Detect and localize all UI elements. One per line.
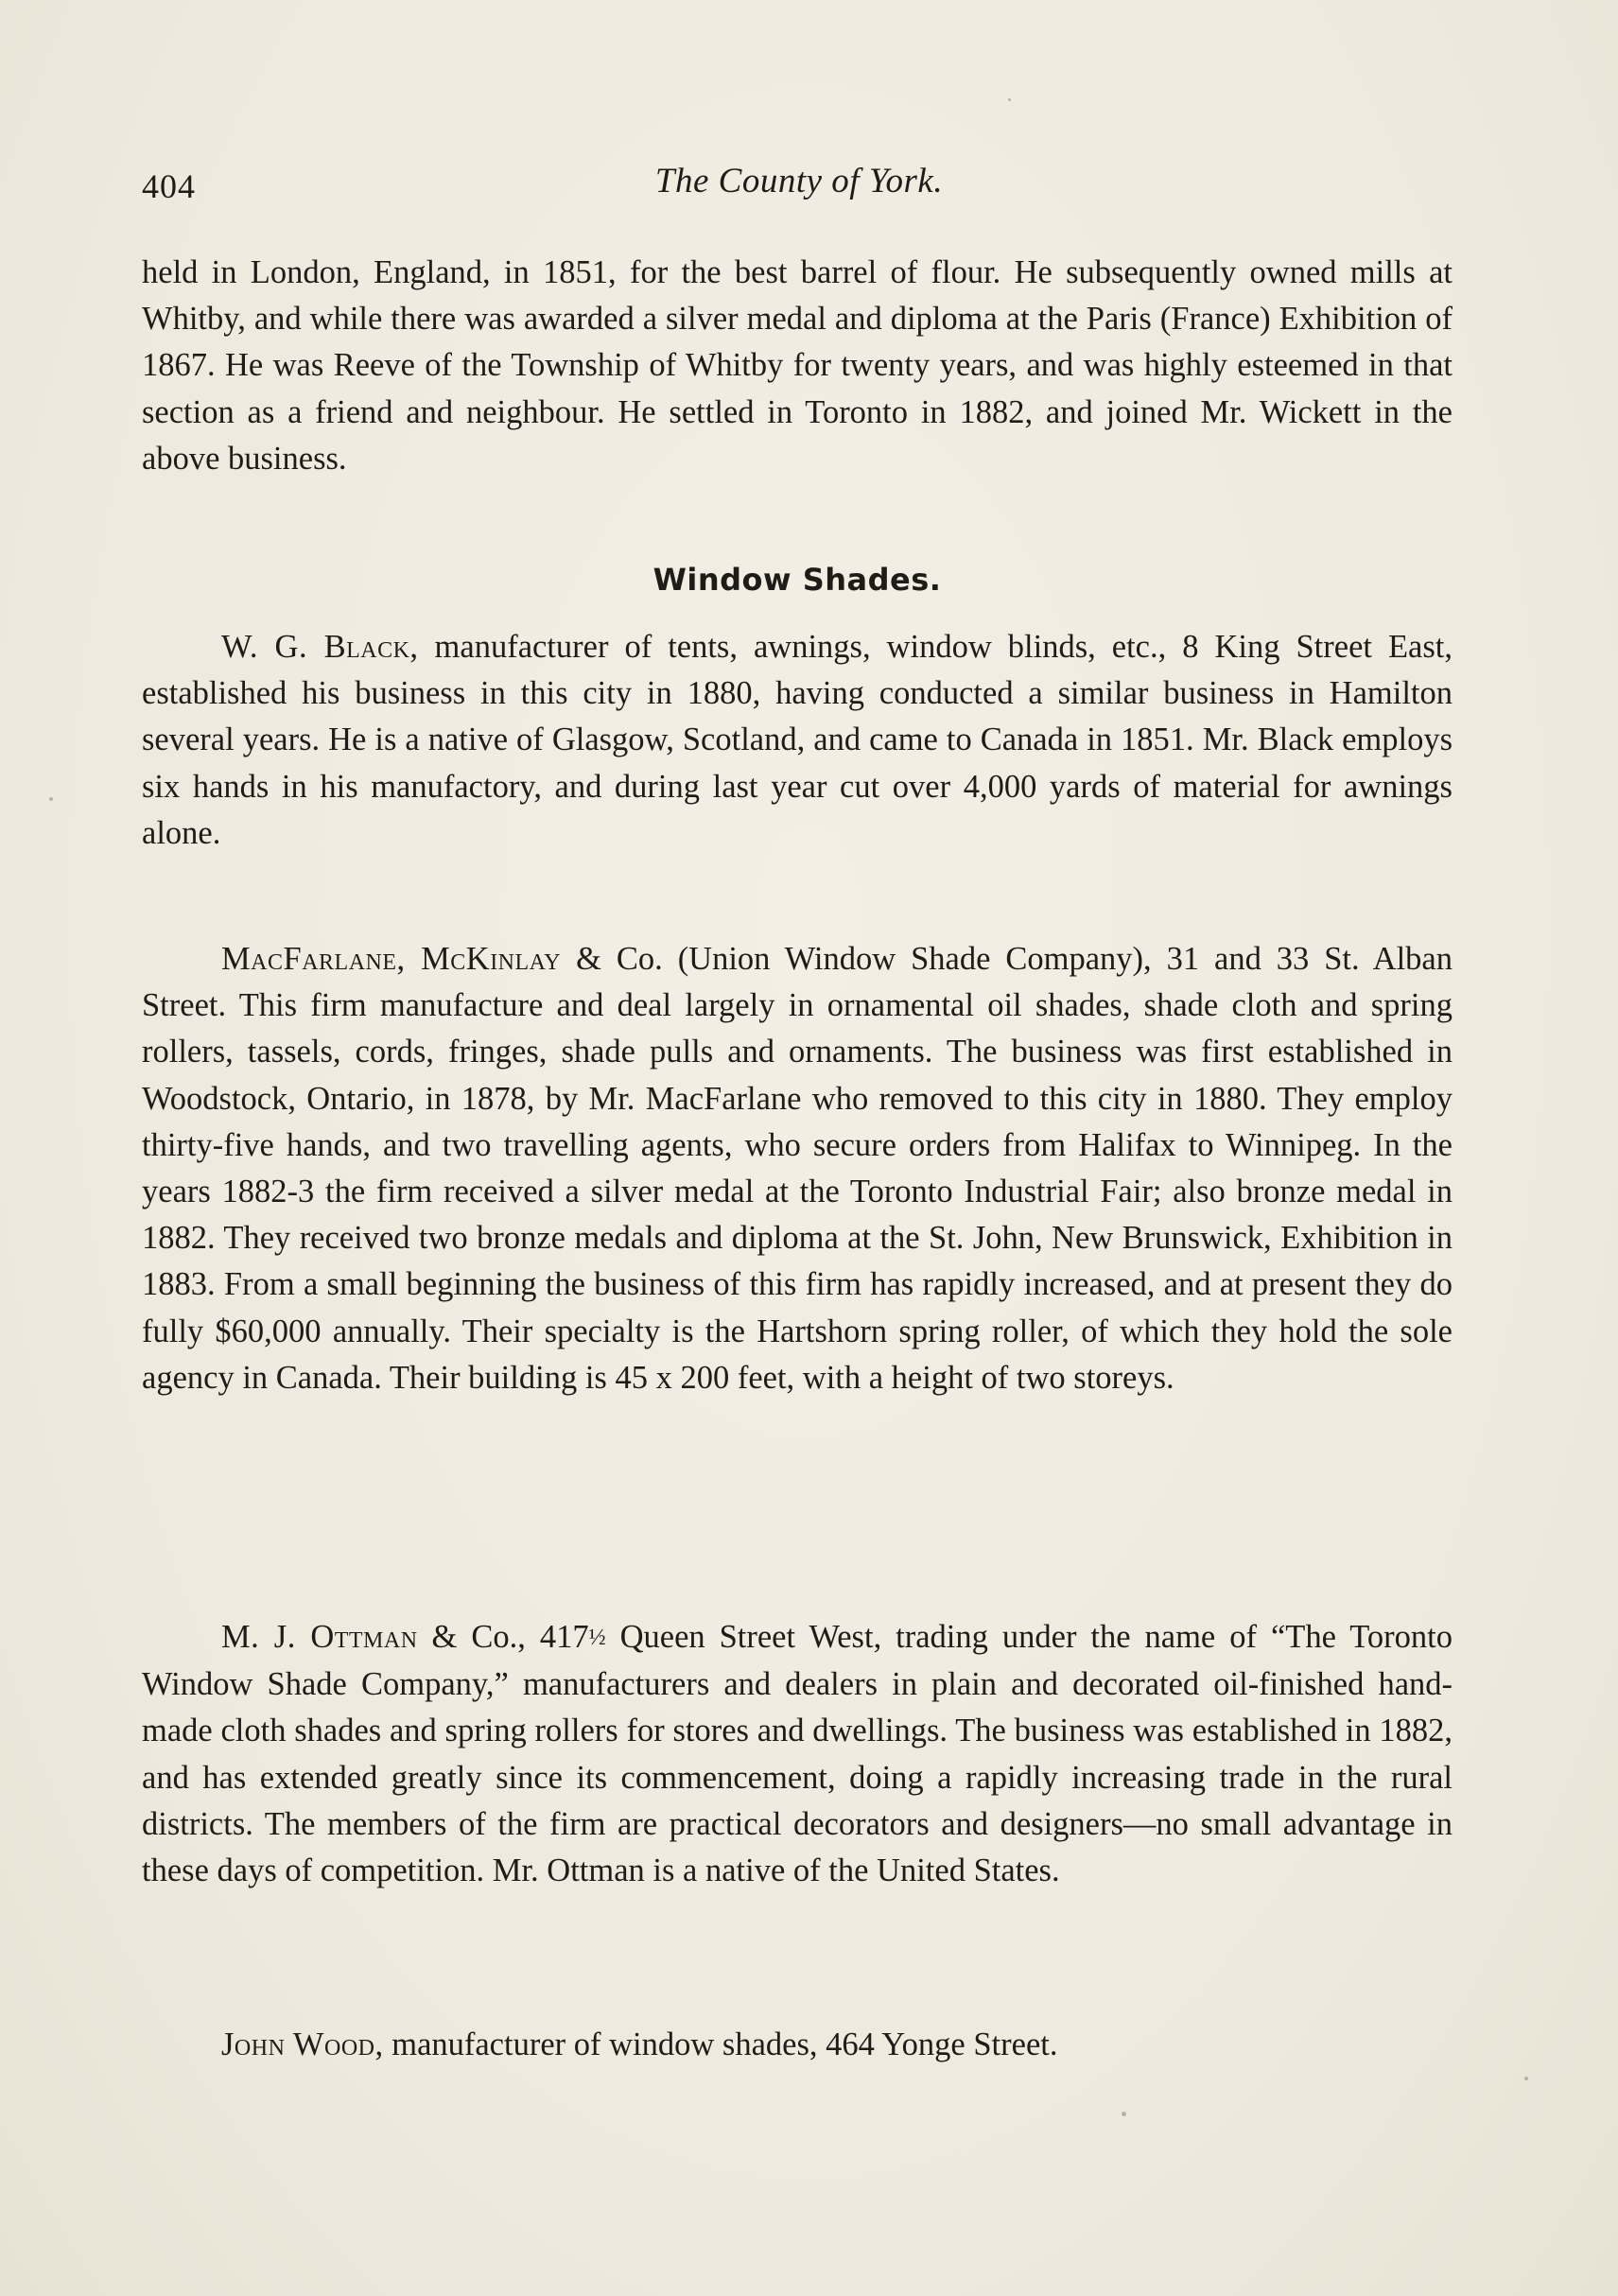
entry-text: manufacturer of window shades, 464 Yonge Street. xyxy=(383,2026,1058,2062)
intro-text: held in London, England, in 1851, for the best barrel of flour. He subsequently owned mills at Whitby, and while there was awarded a silver medal and diploma at the Paris (France) Exhibition of 1867. He was Reeve of the Township of Whitby for twenty years, and was highly esteemed in that section as a friend and neighbour. He settled in Toronto in 1882, and joined Mr. Wickett in the above business. xyxy=(142,254,1453,477)
fraction: ½ xyxy=(588,1626,606,1650)
section-heading: Window Shades. xyxy=(652,562,942,598)
paper-speck xyxy=(49,797,53,801)
entry-wood xyxy=(142,2022,1453,2068)
entry-macfarlane xyxy=(142,936,1453,1401)
paper-speck xyxy=(1524,2077,1528,2080)
running-head xyxy=(142,161,1456,217)
entry-text: & Co. (Union Window Shade Company), 31 and 33 St. Alban Street. This firm manufacture and deal largely in ornamental oil shades, shade cloth and spring rollers, tassels, cords, fringes, shade pulls and ornaments. The business was first established in Woodstock, Ontario, in 1878, by Mr. MacFarlane who removed to this city in 1880. They employ thirty-five hands, and two travelling agents, who secure orders from Halifax to Winnipeg. In the years 1882-3 the firm received a silver medal at the Toronto Industrial Fair; also bronze medal in 1882. They received two bronze medals and diploma at the St. John, New Brunswick, Exhibition in 1883. From a small beginning the business of this firm has rapidly increased, and at present they do fully $60,000 annually. Their specialty is the Hartshorn spring roller, of which they hold the sole agency in Canada. Their building is 45 x 200 feet, with a height of two storeys. xyxy=(142,941,1453,1396)
page-number: 404 xyxy=(142,167,196,205)
entry-black xyxy=(142,624,1453,857)
entry-ottman xyxy=(142,1614,1453,1894)
paper-speck xyxy=(1122,2112,1126,2116)
intro-paragraph xyxy=(142,250,1453,482)
entry-name: W. G. Black, xyxy=(221,629,419,665)
entry-name: MacFarlane, McKinlay xyxy=(221,941,562,977)
entry-name: M. J. Ottman xyxy=(221,1619,418,1655)
entry-text: Queen Street West, trading under the name of “The Toronto Window Shade Company,” manufacturers and dealers in plain and decorated oil-finished hand-made cloth shades and spring rollers for stores and dwellings. The business was established in 1882, and has extended greatly since its commencement, doing a rapidly increasing trade in the rural districts. The members of the firm are practical decorators and designers—no small advantage in these days of competition. Mr. Ottman is a native of the United States. xyxy=(142,1619,1453,1889)
entry-text: manufacturer of tents, awnings, window blinds, etc., 8 King Street East, established his business in this city in 1880, having conducted a similar business in Hamilton several years. He is a native of Glasgow, Scotland, and came to Canada in 1851. Mr. Black employs six hands in his manufactory, and during last year cut over 4,000 yards of material for awnings alone. xyxy=(142,629,1453,851)
paper-speck xyxy=(1008,98,1011,101)
entry-text-before-fraction: & Co., 417 xyxy=(417,1619,589,1655)
running-title: The County of York. xyxy=(654,162,944,200)
entry-name: John Wood, xyxy=(221,2026,384,2062)
